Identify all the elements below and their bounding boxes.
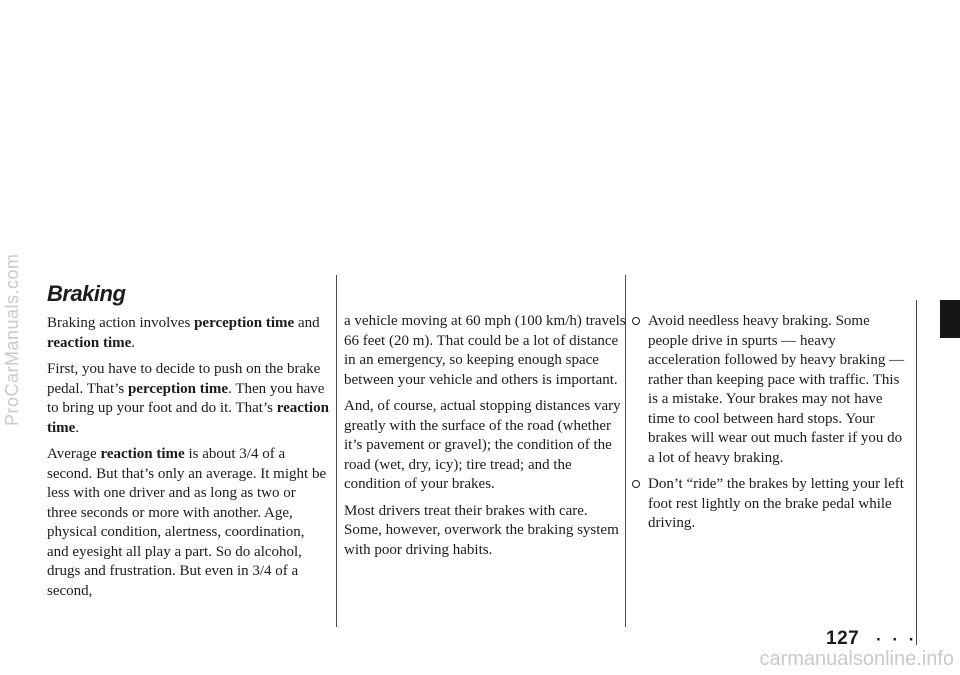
text-column-3 bbox=[632, 312, 912, 541]
paragraph-poor-habits: Most drivers treat their brakes with care. Some, however, overwork the braking system with poor driving habits. bbox=[344, 502, 619, 558]
bullet-icon bbox=[632, 480, 640, 488]
list-item: Avoid needless heavy braking. Some people drive in spurts — heavy acceleration followed by heavy braking — rather than keeping pace with traffic. This is a mistake. Your brakes may not have time to cool between hard stops. Your brakes will wear out much faster if you do a lot of heavy braking. bbox=[632, 312, 912, 468]
paragraph-vehicle-distance: a vehicle moving at 60 mph (100 km/h) travels 66 feet (20 m). That could be a lot of distance in an emergency, so keeping enough space between your vehicle and others is important. bbox=[344, 313, 626, 388]
column-divider-left bbox=[336, 275, 337, 627]
section-edge-tab bbox=[940, 300, 960, 338]
page-continuation-dots: · · · bbox=[876, 630, 918, 649]
text-column-1 bbox=[47, 283, 329, 608]
paragraph-perception-reaction: First, you have to decide to push on the brake pedal. That’s perception time. Then you have to bring up your foot and do it. That’s reaction time. bbox=[47, 361, 329, 436]
text-column-2 bbox=[344, 312, 629, 567]
bullet-icon bbox=[632, 317, 640, 325]
section-title: Braking bbox=[47, 281, 126, 306]
paragraph-stopping-distances: And, of course, actual stopping distances vary greatly with the surface of the road (whether it’s pavement or gravel); the condition of the road (wet, dry, icy); tire tread; and the condition of your brakes. bbox=[344, 398, 621, 492]
bottom-watermark: carmanualsonline.info bbox=[759, 648, 954, 670]
side-watermark: ProCarManuals.com bbox=[2, 253, 22, 427]
list-item: Don’t “ride” the brakes by letting your left foot rest lightly on the brake pedal while driving. bbox=[632, 475, 912, 534]
paragraph-average-reaction: Average reaction time is about 3/4 of a second. But that’s only an average. It might be less with one driver and as long as two or three seconds or more with another. Age, physical condition, alertness, coordination, and eyesight all play a part. So do alcohol, drugs and frustration. But even in 3/4 of a second, bbox=[47, 446, 327, 599]
braking-tips-list bbox=[632, 312, 912, 534]
paragraph-braking-action: Braking action involves perception time and reaction time. bbox=[47, 315, 320, 351]
page-number: 127 bbox=[826, 628, 860, 649]
page-edge-rule bbox=[916, 300, 917, 645]
